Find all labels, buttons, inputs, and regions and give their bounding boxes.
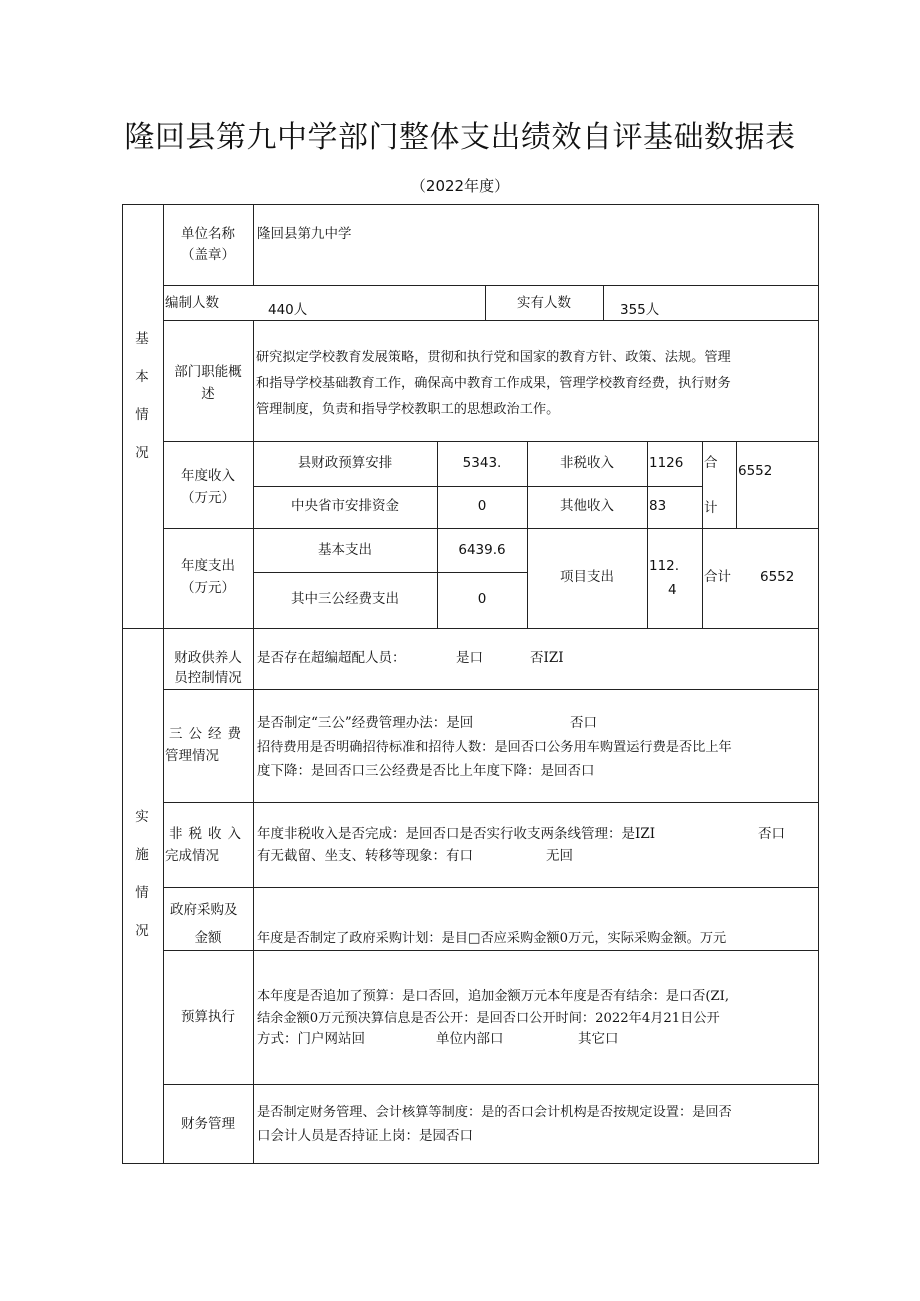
nontax-text-2: 有无截留、坐支、转移等现象：有口 (257, 848, 473, 864)
three-public-label: 三公经费 (169, 726, 247, 742)
finance-label: 财务管理 (181, 1116, 235, 1132)
nontax-label: 非税收入 (169, 826, 247, 842)
budget-text-3c: 其它口 (578, 1031, 619, 1047)
implementation-section-label: 实 施 情 况 (135, 809, 149, 939)
income-label: 年度收入 (181, 468, 235, 484)
income-total-label-cont: 计 (704, 500, 718, 516)
staff-control-yes: 是口 (456, 650, 483, 666)
expense-basic-value: 6439.6 (458, 542, 506, 558)
income-central-value: 0 (477, 498, 487, 514)
expense-project-value: 112. (649, 558, 680, 574)
expense-total-value: 6552 (760, 569, 795, 585)
income-unit-label: （万元） (181, 490, 235, 506)
income-county-value: 5343. (462, 455, 502, 471)
duty-label: 部门职能概 (174, 364, 242, 380)
budget-label: 预算执行 (181, 1009, 235, 1025)
nontax-text-2b: 无回 (546, 848, 573, 864)
staff-control-label-cont: 员控制情况 (174, 670, 242, 686)
income-other-label: 其他收入 (560, 498, 614, 514)
duty-text-1: 研究拟定学校教育发展策略，贯彻和执行党和国家的教育方针、政策、法规。管理 (256, 350, 731, 365)
procure-label-cont: 金额 (194, 930, 222, 946)
expense-project-value-cont: 4 (668, 582, 677, 598)
basic-section-label: 基 本 情 况 (135, 331, 149, 461)
unit-seal-label: （盖章） (181, 247, 235, 263)
staff-control-no: 否IZI (530, 650, 564, 666)
budget-text-3: 方式：门户网站回 (257, 1031, 365, 1047)
nontax-label-cont: 完成情况 (165, 848, 219, 864)
income-total-value: 6552 (738, 463, 773, 479)
duty-text-2: 和指导学校基础教育工作，确保高中教育工作成果，管理学校教育经费，执行财务 (256, 376, 731, 391)
three-public-text-1b: 否口 (570, 715, 597, 731)
expense-unit-label: （万元） (181, 580, 235, 596)
three-public-text-3: 度下降：是回否口三公经费是否比上年度下降：是回否口 (257, 763, 595, 779)
income-nontax-value: 1126 (649, 455, 684, 471)
finance-text-1: 是否制定财务管理、会计核算等制度：是的否口会计机构是否按规定设置：是回否 (257, 1105, 732, 1120)
expense-basic-label: 基本支出 (318, 542, 372, 558)
nontax-text-1: 年度非税收入是否完成：是回否口是否实行收支两条线管理：是IZI (257, 826, 656, 842)
nontax-text-1b: 否口 (758, 826, 785, 842)
income-other-value: 83 (649, 498, 667, 514)
budget-text-1: 本年度是否追加了预算：是口否回，追加金额万元本年度是否有结余：是口否(ZI, (257, 989, 730, 1004)
income-central-label: 中央省市安排资金 (291, 498, 399, 514)
expense-total-label: 合计 (704, 569, 731, 585)
budget-text-2: 结余金额0万元预决算信息是否公开：是回否口公开时间：2022年4月21日公开 (257, 1011, 720, 1026)
unit-name-label: 单位名称 (181, 226, 235, 242)
staff-quota-label: 编制人数 (165, 295, 219, 311)
page-title: 隆回县第九中学部门整体支出绩效自评基础数据表 (124, 120, 796, 155)
expense-three-label: 其中三公经费支出 (291, 591, 399, 607)
staff-actual-value: 355人 (620, 302, 660, 318)
procure-text: 年度是否制定了政府采购计划：是目□否应采购金额0万元，实际采购金额。万元 (257, 931, 727, 946)
three-public-text-1: 是否制定“三公”经费管理办法：是回 (257, 715, 474, 731)
staff-quota-value: 440人 (268, 302, 308, 318)
expense-project-label: 项目支出 (560, 569, 614, 585)
duty-text-3: 管理制度，负责和指导学校教职工的思想政治工作。 (256, 402, 560, 417)
income-county-label: 县财政预算安排 (297, 455, 393, 471)
three-public-text-2: 招待费用是否明确招待标准和招待人数：是回否口公务用车购置运行费是否比上年 (257, 740, 732, 755)
procure-label: 政府采购及 (170, 902, 238, 918)
income-nontax-label: 非税收入 (560, 455, 614, 471)
unit-name-value: 隆回县第九中学 (257, 226, 352, 242)
expense-three-value: 0 (477, 591, 487, 607)
three-public-label-cont: 管理情况 (165, 748, 219, 764)
staff-actual-label: 实有人数 (517, 295, 571, 311)
finance-text-2: 口会计人员是否持证上岗：是园否口 (257, 1128, 473, 1144)
income-total-label: 合 (704, 455, 718, 471)
duty-label-cont: 述 (201, 386, 215, 402)
budget-text-3b: 单位内部口 (436, 1031, 504, 1047)
staff-control-question: 是否存在超编超配人员： (257, 650, 406, 666)
fiscal-year: （2022年度） (410, 177, 510, 195)
staff-control-label: 财政供养人 (174, 650, 242, 666)
expense-label: 年度支出 (181, 558, 235, 574)
